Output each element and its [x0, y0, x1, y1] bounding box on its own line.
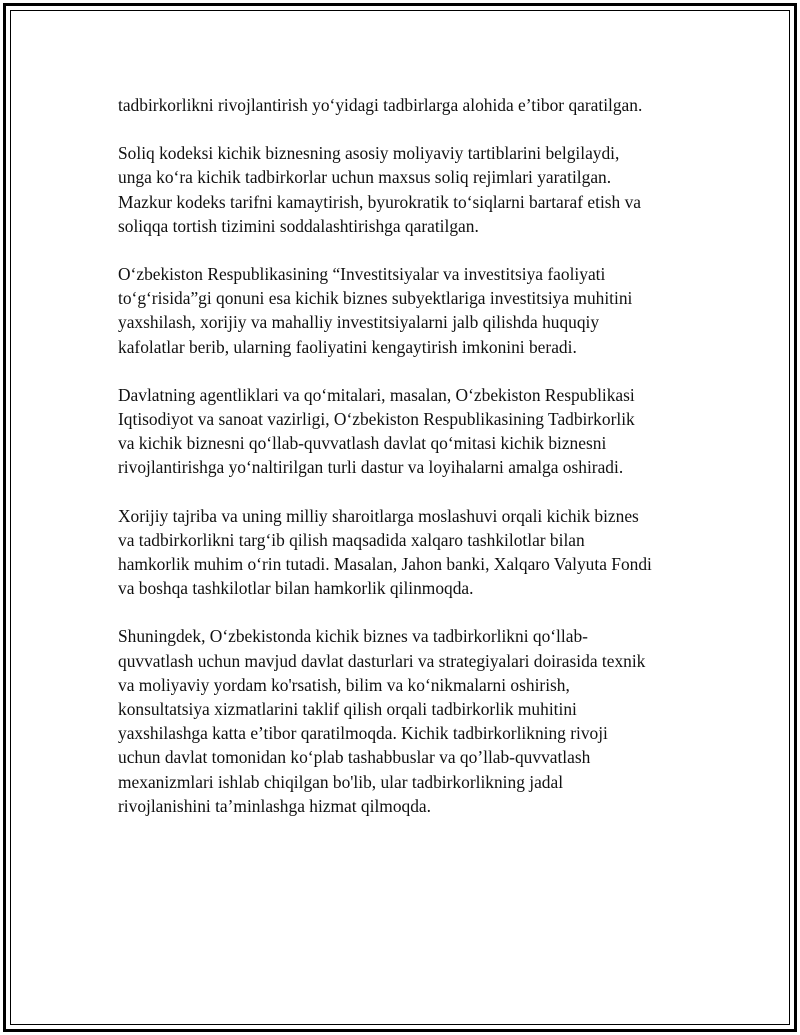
- text-line: O‘zbekiston Respublikasining “Investitsiyalar va investitsiya faoliyati: [118, 264, 606, 285]
- text-line: va boshqa tashkilotlar bilan hamkorlik qilinmoqda.: [118, 578, 474, 599]
- text-line: va kichik biznesni qo‘llab-quvvatlash davlat qo‘mitasi kichik biznesni: [118, 433, 607, 454]
- text-line: Xorijiy tajriba va uning milliy sharoitlarga moslashuvi orqali kichik biznes: [118, 505, 639, 526]
- text-line: to‘g‘risida”gi qonuni esa kichik biznes subyektlariga investitsiya muhitini: [118, 288, 633, 309]
- paragraph-6: [118, 624, 698, 818]
- text-line: rivojlanishini ta’minlashga hizmat qilmoqda.: [118, 795, 431, 816]
- paragraph-5: [118, 504, 698, 601]
- text-line: Soliq kodeksi kichik biznesning asosiy moliyaviy tartiblarini belgilaydi,: [118, 143, 620, 164]
- text-line: va tadbirkorlikni targ‘ib qilish maqsadida xalqaro tashkilotlar bilan: [118, 529, 585, 550]
- text-line: Mazkur kodeks tarifni kamaytirish, byurokratik to‘siqlarni bartaraf etish va: [118, 191, 642, 212]
- text-line: quvvatlash uchun mavjud davlat dasturlari va strategiyalari doirasida texnik: [118, 650, 646, 671]
- text-line: tadbirkorlikni rivojlantirish yo‘yidagi tadbirlarga alohida e’tibor qaratilgan.: [118, 95, 643, 115]
- text-line: konsultatsiya xizmatlarini taklif qilish orqali tadbirkorlik muhitini: [118, 699, 577, 720]
- text-line: rivojlantirishga yo‘naltirilgan turli dastur va loyihalarni amalga oshiradi.: [118, 457, 624, 478]
- text-line: unga ko‘ra kichik tadbirkorlar uchun maxsus soliq rejimlari yaratilgan.: [118, 167, 612, 188]
- text-line: hamkorlik muhim o‘rin tutadi. Masalan, Jahon banki, Xalqaro Valyuta Fondi: [118, 554, 652, 575]
- text-line: soliqqa tortish tizimini soddalashtirishga qaratilgan.: [118, 215, 479, 236]
- text-line: yaxshilash, xorijiy va mahalliy investitsiyalarni jalb qilishda huquqiy: [118, 312, 600, 333]
- paragraph-4: [118, 383, 698, 480]
- text-line: mexanizmlari ishlab chiqilgan bo'lib, ular tadbirkorlikning jadal: [118, 771, 564, 792]
- text-line: Davlatning agentliklari va qo‘mitalari, masalan, O‘zbekiston Respublikasi: [118, 384, 635, 405]
- text-line: Iqtisodiyot va sanoat vazirligi, O‘zbekiston Respublikasining Tadbirkorlik: [118, 409, 635, 430]
- text-line: Shuningdek, O‘zbekistonda kichik biznes va tadbirkorlikni qo‘llab-: [118, 626, 588, 647]
- text-line: yaxshilashga katta e’tibor qaratilmoqda. Kichik tadbirkorlikning rivoji: [118, 723, 608, 744]
- text-line: kafolatlar berib, ularning faoliyatini kengaytirish imkonini beradi.: [118, 336, 577, 357]
- document-body: [118, 93, 698, 842]
- paragraph-1: [118, 93, 698, 117]
- text-line: uchun davlat tomonidan ko‘plab tashabbuslar va qo’llab-quvvatlash: [118, 747, 591, 768]
- paragraph-2: [118, 141, 698, 238]
- paragraph-3: [118, 262, 698, 359]
- text-line: va moliyaviy yordam ko'rsatish, bilim va ko‘nikmalarni oshirish,: [118, 674, 570, 695]
